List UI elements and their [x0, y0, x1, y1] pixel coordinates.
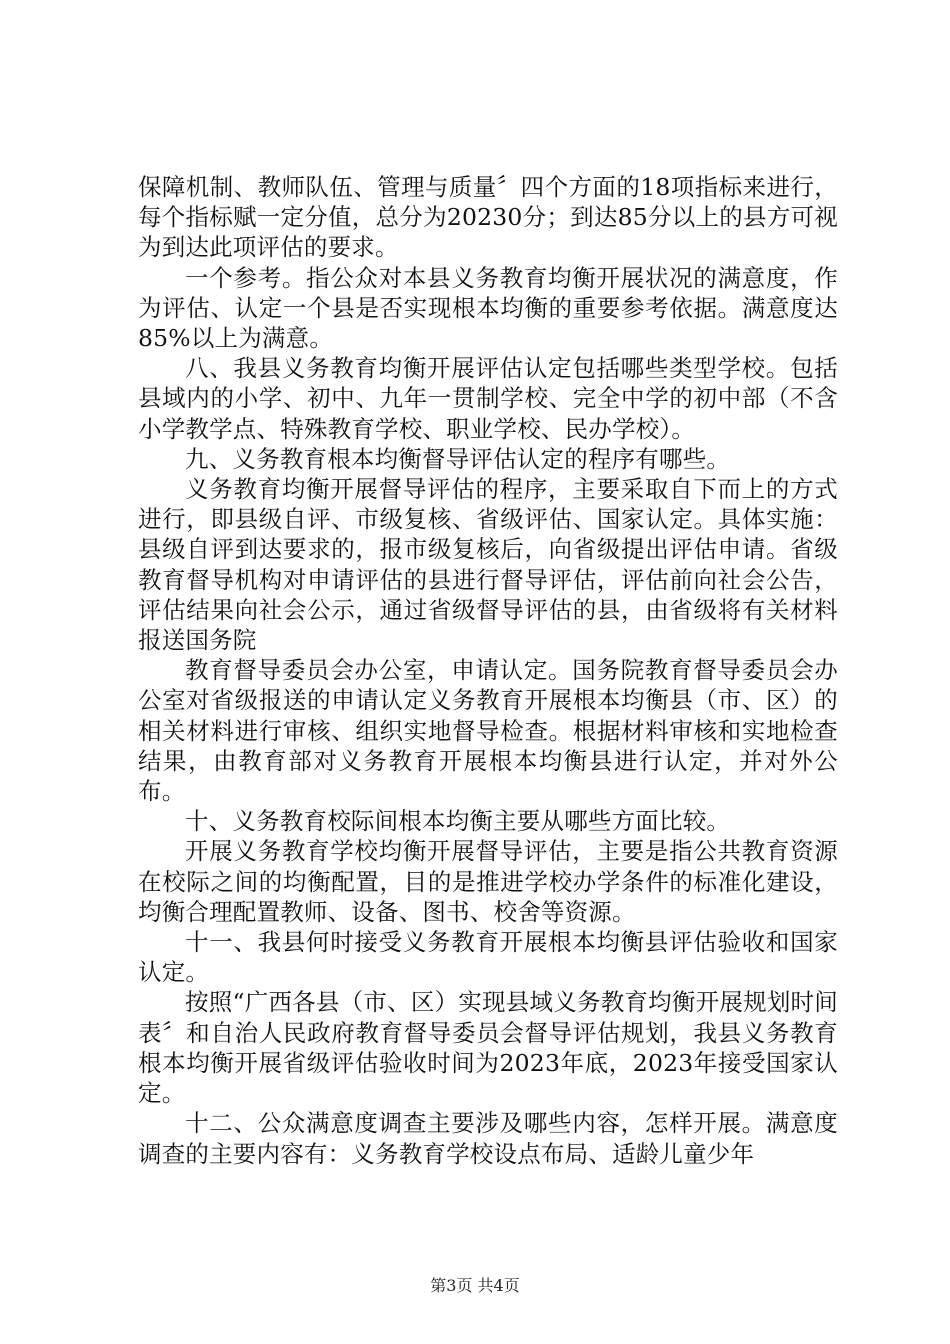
paragraph-2: 一个参考。指公众对本县义务教育均衡开展状况的满意度，作为评估、认定一个县是否实现根本均衡的重要参考依据。满意度达85%以上为满意。 [138, 263, 838, 353]
page-number-label: 第3页 共4页 [430, 1276, 520, 1295]
paragraph-4: 九、义务教育根本均衡督导评估认定的程序有哪些。 [185, 444, 731, 473]
document-body [138, 172, 838, 1169]
page-footer [0, 1273, 950, 1296]
paragraph-11: 十二、公众满意度调查主要涉及哪些内容，怎样开展。满意度调查的主要内容有：义务教育学校设点布局、适龄儿童少年 [138, 1109, 838, 1168]
paragraph-8: 开展义务教育学校均衡开展督导评估，主要是指公共教育资源在校际之间的均衡配置，目的是推进学校办学条件的标准化建设，均衡合理配置教师、设备、图书、校舍等资源。 [138, 837, 838, 926]
paragraph-6: 教育督导委员会办公室，申请认定。国务院教育督导委员会办公室对省级报送的申请认定义务教育开展根本均衡县（市、区）的相关材料进行审核、组织实地督导检查。根据材料审核和实地检查结果，由教育部对义务教育开展根本均衡县进行认定，并对外公布。 [138, 656, 838, 806]
paragraph-9: 十一、我县何时接受义务教育开展根本均衡县评估验收和国家认定。 [138, 928, 838, 987]
paragraph-5: 义务教育均衡开展督导评估的程序，主要采取自下而上的方式进行，即县级自评、市级复核、省级评估、国家认定。具体实施：县级自评到达要求的，报市级复核后，向省级提出评估申请。省级教育督导机构对申请评估的县进行督导评估，评估前向社会公告，评估结果向社会公示，通过省级督导评估的县，由省级将有关材料报送国务院 [138, 475, 838, 655]
paragraph-1: 保障机制、教师队伍、管理与质量〞四个方面的18项指标来进行，每个指标赋一定分值，总分为20230分；到达85分以上的县方可视为到达此项评估的要求。 [138, 173, 838, 262]
paragraph-10: 按照“广西各县（市、区）实现县域义务教育均衡开展规划时间表〞和自治人民政府教育督导委员会督导评估规划，我县义务教育根本均衡开展省级评估验收时间为2023年底，2023年接受国家认定。 [138, 988, 838, 1108]
paragraph-7: 十、义务教育校际间根本均衡主要从哪些方面比较。 [185, 807, 731, 836]
paragraph-3: 八、我县义务教育均衡开展评估认定包括哪些类型学校。包括县域内的小学、初中、九年一贯制学校、完全中学的初中部（不含小学教学点、特殊教育学校、职业学校、民办学校）。 [138, 354, 838, 443]
